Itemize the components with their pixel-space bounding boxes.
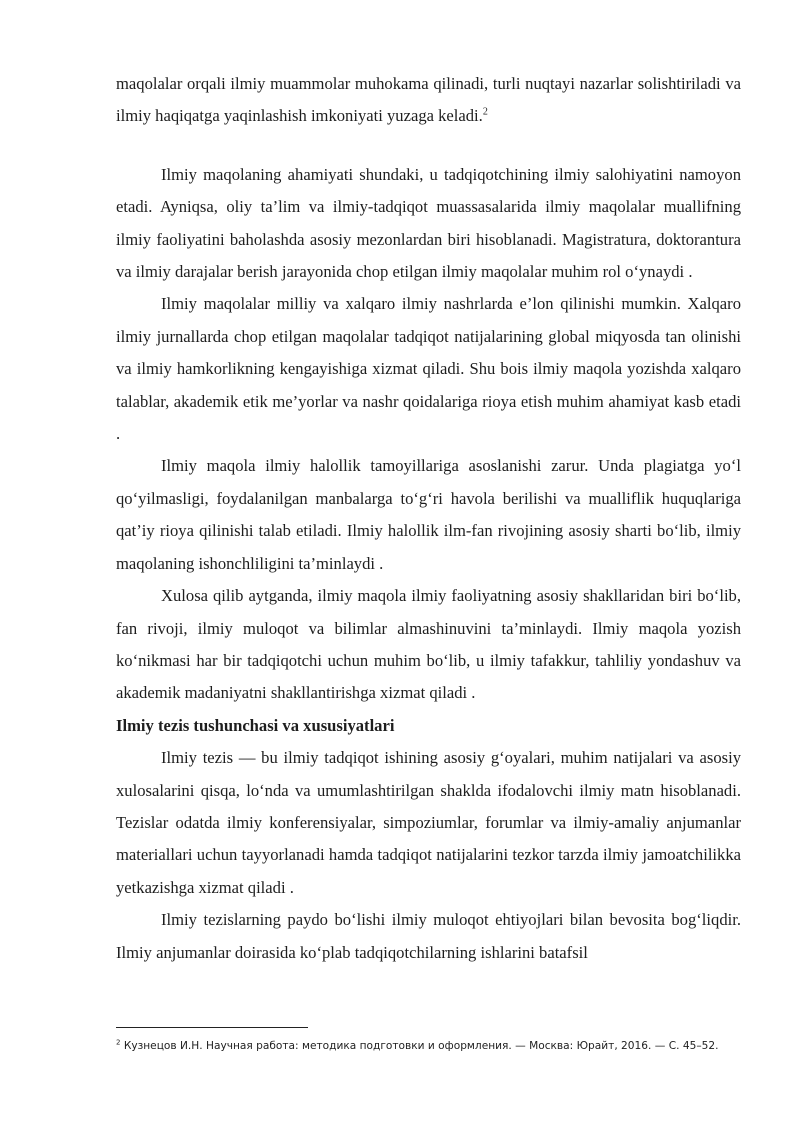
- footnote: [116, 1040, 756, 1052]
- paragraph: Ilmiy maqola ilmiy halollik tamoyillariga asoslanishi zarur. Unda plagiatga yo‘l qo‘yilmasligi, foydalanilgan manbalarga to‘g‘ri havola berilishi va mualliflik huquqlariga qat’iy rioya qilinishi talab etiladi. Ilmiy halollik ilm-fan rivojining asosiy sharti bo‘lib, ilmiy maqolaning ishonchliligini ta’minlaydi .: [116, 456, 741, 573]
- paragraph: Ilmiy tezis — bu ilmiy tadqiqot ishining asosiy g‘oyalari, muhim natijalari va asosiy xulosalarini qisqa, lo‘nda va umumlashtirilgan shaklda ifodalovchi ilmiy matn hisoblanadi. Tezislar odatda ilmiy konferensiyalar, simpoziumlar, forumlar va ilmiy-amaliy anjumanlar materiallari uchun tayyorlanadi hamda tadqiqot natijalarini tezkor tarzda ilmiy jamoatchilikka yetkazishga xizmat qiladi .: [116, 748, 741, 897]
- paragraph: Ilmiy tezislarning paydo bo‘lishi ilmiy muloqot ehtiyojlari bilan bevosita bog‘liqdir. Ilmiy anjumanlar doirasida ko‘plab tadqiqotchilarning ishlarini batafsil: [116, 910, 741, 962]
- footnote-reference[interactable]: 2: [482, 106, 488, 118]
- paragraph: Ilmiy maqolaning ahamiyati shundaki, u tadqiqotchining ilmiy salohiyatini namoyon etadi. Ayniqsa, oliy ta’lim va ilmiy-tadqiqot muassasalarida ilmiy maqolalar muallifning ilmiy faoliyatini baholashda asosiy mezonlardan biri hisoblanadi. Magistratura, doktorantura va ilmiy darajalar berish jarayonida chop etilgan ilmiy maqolalar muhim rol o‘ynaydi .: [116, 164, 741, 282]
- document-body: [116, 68, 741, 969]
- paragraph: Xulosa qilib aytganda, ilmiy maqola ilmiy faoliyatning asosiy shakllaridan biri bo‘lib, fan rivoji, ilmiy muloqot va bilimlar almashinuvini ta’minlaydi. Ilmiy maqola yozish ko‘nikmasi har bir tadqiqotchi uchun muhim bo‘lib, u ilmiy tafakkur, tahliliy yondashuv va akademik madaniyatni shakllantirishga xizmat qiladi .: [116, 586, 741, 703]
- footnote-number: 2: [116, 1038, 121, 1047]
- paragraph: Ilmiy maqolalar milliy va xalqaro ilmiy nashrlarda e’lon qilinishi mumkin. Xalqaro ilmiy jurnallarda chop etilgan maqolalar tadqiqot natijalarining global miqyosda tan olinishi va ilmiy hamkorlikning kengayishiga xizmat qiladi. Shu bois ilmiy maqola yozishda xalqaro talablar, akademik etik me’yorlar va nashr qoidalariga rioya etish muhim ahamiyat kasb etadi .: [116, 294, 741, 444]
- footnote-text: Кузнецов И.Н. Научная работа: методика подготовки и оформления. — Москва: Юрайт, 2016. — С. 45–52.: [120, 1040, 719, 1052]
- paragraph-text: maqolalar orqali ilmiy muammolar muhokama qilinadi, turli nuqtayi nazarlar solishtiriladi va ilmiy haqiqatga yaqinlashish imkoniyati yuzaga keladi.: [116, 74, 741, 126]
- section-heading: Ilmiy tezis tushunchasi va xususiyatlari: [116, 715, 395, 735]
- footnote-separator: [116, 1027, 308, 1028]
- paragraph-continuation: [116, 68, 741, 133]
